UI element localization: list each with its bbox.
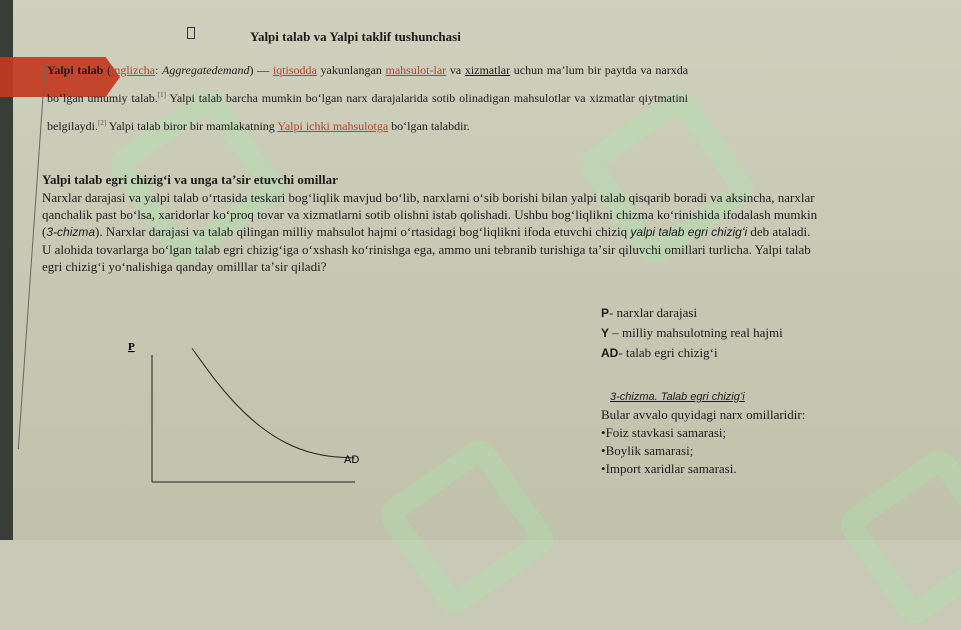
legend bbox=[601, 303, 783, 363]
section-heading: Yalpi talab egri chizigʻi va unga taʼsir etuvchi omillar bbox=[42, 172, 338, 187]
legend-item-ad bbox=[601, 343, 783, 363]
reference-1[interactable]: [1] bbox=[157, 91, 166, 99]
placeholder-box-icon bbox=[187, 27, 195, 39]
link-mahsulotlar[interactable]: mahsulot-lar bbox=[385, 63, 447, 77]
text: Yalpi talab biror bir mamlakatning bbox=[106, 119, 278, 133]
watermark-logo bbox=[834, 444, 961, 630]
legend-item-p bbox=[601, 303, 783, 323]
reference-2[interactable]: [2] bbox=[98, 119, 107, 127]
list-item: • Foiz stavkasi samarasi; bbox=[601, 424, 805, 442]
term-italic: yalpi talab egri chizigʻi bbox=[630, 225, 748, 239]
intro-paragraph bbox=[47, 58, 688, 139]
y-axis-label: P bbox=[128, 341, 135, 353]
ad-curve-line bbox=[192, 348, 354, 458]
legend-symbol: Y bbox=[601, 326, 610, 340]
text: uchun ma’lum bir paytda va narxda bo‘lgan umumiy talab. bbox=[47, 63, 689, 105]
legend-text: - talab egri chizigʻi bbox=[618, 345, 718, 360]
text: Narxlar darajasi va yalpi talab oʻrtasida teskari bogʻliqlik mavjud boʻlib, narxlarni oʻsib borishi bilan yalpi talab qisqarib boradi va aksincha, narxlar qanchalik past boʻlsa, xaridorlar koʻproq tovar va xizmatlarni sotib olishni istab qolishadi. Ushbu bogʻliqlikni chizma koʻrinishida ifodalash mumkin ( bbox=[42, 190, 818, 239]
text: : bbox=[154, 63, 162, 77]
link-inglizcha[interactable]: inglizcha bbox=[111, 63, 155, 77]
text: yakunlangan bbox=[316, 63, 386, 77]
slide-title: Yalpi talab va Yalpi taklif tushunchasi bbox=[250, 29, 461, 44]
text: ( bbox=[103, 63, 111, 77]
text: bo‘lgan talabdir. bbox=[388, 119, 470, 133]
list-item: • Import xaridlar samarasi. bbox=[601, 460, 805, 478]
text: deb ataladi. U alohida tovarlarga boʻlgan talab egri chizigʻiga oʻxshash koʻrinishga ega, ammo uni tebranib turishiga taʼsir qiluvchi omillari turlicha. Yalpi talab egri chizigʻi yoʻnalishiga qanday omilllar taʼsir qiladi? bbox=[42, 224, 811, 274]
list-item: • Boylik samarasi; bbox=[601, 442, 805, 460]
english-term: Aggregatedemand bbox=[161, 63, 250, 77]
series-label-ad: AD bbox=[344, 454, 360, 466]
legend-item-y bbox=[601, 323, 783, 343]
figure-caption: 3-chizma. Talab egri chizigʻi bbox=[610, 391, 745, 403]
legend-text: – milliy mahsulotning real hajmi bbox=[609, 325, 783, 340]
body-paragraph bbox=[42, 189, 822, 275]
link-yalpi-ichki-mahsulot[interactable]: Yalpi ichki mahsulotga bbox=[277, 119, 389, 133]
figure-reference: 3-chizma bbox=[46, 225, 96, 239]
text: va bbox=[446, 63, 465, 77]
legend-symbol: P bbox=[601, 306, 610, 320]
watermark-logo bbox=[374, 434, 561, 621]
legend-text: - narxlar darajasi bbox=[609, 305, 698, 320]
factors-intro: Bular avvalo quyidagi narx omillaridir: bbox=[601, 407, 806, 422]
text: ) — bbox=[249, 63, 273, 77]
link-iqtisodda[interactable]: iqtisodda bbox=[272, 63, 317, 77]
term-bold: Yalpi talab bbox=[47, 63, 104, 77]
text: ). Narxlar darajasi va talab qilingan milliy mahsulot hajmi oʻrtasidagi bogʻliqlikni ifoda etuvchi chiziq bbox=[95, 224, 631, 239]
text: Yalpi talab barcha mumkin bo‘lgan narx darajalarida sotib olinadigan mahsulotlar va xizmatlar qiytmatini belgilaydi. bbox=[47, 91, 689, 133]
factors-list bbox=[601, 406, 805, 478]
link-xizmatlar[interactable]: xizmatlar bbox=[464, 63, 511, 77]
aggregate-demand-chart bbox=[120, 330, 360, 490]
legend-symbol: AD bbox=[601, 346, 619, 360]
